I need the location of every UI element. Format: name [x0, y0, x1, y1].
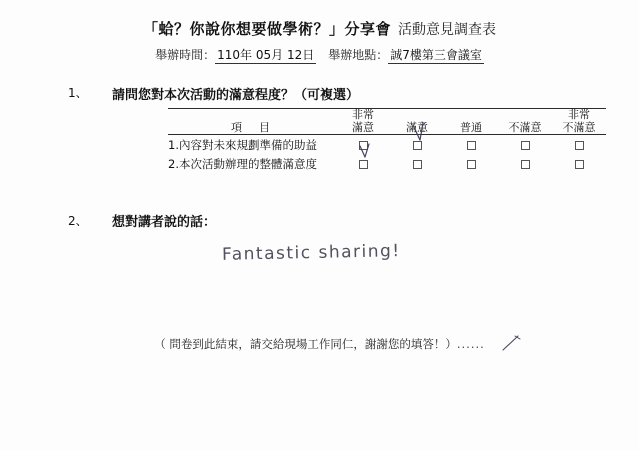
- pen-stroke-icon: [502, 334, 524, 352]
- footer-note-tail: ......: [456, 337, 485, 351]
- row-1-option-neutral[interactable]: [444, 135, 498, 155]
- question-1-number: 1、: [68, 86, 88, 100]
- row-1-label: 1.內容對未來規劃準備的助益: [168, 137, 317, 152]
- column-header-neutral: [444, 109, 498, 135]
- checkbox[interactable]: [467, 160, 476, 169]
- question-2-answer[interactable]: Fantastic sharing!: [221, 241, 401, 265]
- checkbox[interactable]: [521, 141, 530, 150]
- row-2-option-neutral[interactable]: [444, 154, 498, 173]
- checkbox[interactable]: [413, 141, 422, 150]
- column-header-satisfied-label: 滿意: [406, 120, 428, 134]
- column-header-very-satisfied: [336, 109, 390, 135]
- event-date-value: 110年 05月 12日: [217, 48, 315, 62]
- question-1-text: 請問您對本次活動的滿意程度？（可複選）: [112, 88, 360, 103]
- question-2-text: 想對講者說的話：: [112, 215, 217, 230]
- table-header-row: [168, 109, 606, 135]
- question-2-number: 2、: [68, 214, 88, 228]
- column-header-very-unsatisfied-line1: 非常: [568, 108, 590, 121]
- column-header-very-unsatisfied-line2: 不滿意: [562, 120, 596, 134]
- row-1-option-very-satisfied[interactable]: [336, 135, 390, 155]
- satisfaction-table: [168, 108, 606, 173]
- column-header-very-satisfied-line2: 滿意: [352, 120, 374, 134]
- column-header-very-satisfied-line1: 非常: [352, 108, 374, 121]
- table-row: [168, 154, 606, 173]
- row-1-option-satisfied[interactable]: [390, 135, 444, 155]
- footer-note-text: （ 問卷到此結束，請交給現場工作同仁，謝謝您的填答！）: [154, 337, 457, 351]
- checkbox[interactable]: [359, 141, 368, 150]
- checkbox[interactable]: [359, 160, 368, 169]
- row-2-label: 2.本次活動辦理的整體滿意度: [168, 156, 317, 171]
- event-meta: [0, 46, 639, 63]
- event-date-label: 舉辦時間：: [155, 48, 216, 62]
- row-1-option-very-unsatisfied[interactable]: [552, 135, 606, 155]
- title-subtitle: 活動意見調查表: [398, 22, 497, 38]
- column-header-satisfied: [390, 109, 444, 135]
- column-header-very-unsatisfied: [552, 109, 606, 135]
- column-header-unsatisfied: [498, 109, 552, 135]
- title-main: 「蛤？你說你想要做學術？」分享會: [142, 20, 391, 38]
- checkbox[interactable]: [575, 141, 584, 150]
- row-2-option-very-satisfied[interactable]: [336, 154, 390, 173]
- row-2-option-unsatisfied[interactable]: [498, 154, 552, 173]
- row-2-option-satisfied[interactable]: [390, 154, 444, 173]
- row-2-option-very-unsatisfied[interactable]: [552, 154, 606, 173]
- event-place-value: 誠7樓第三會議室: [390, 48, 482, 62]
- footer-note: [0, 336, 639, 352]
- event-place-label: 舉辦地點：: [328, 48, 389, 62]
- row-1-option-unsatisfied[interactable]: [498, 135, 552, 155]
- checkbox[interactable]: [467, 141, 476, 150]
- checkbox[interactable]: [521, 160, 530, 169]
- column-header-neutral-label: 普通: [460, 120, 482, 134]
- checkbox[interactable]: [575, 160, 584, 169]
- checkbox[interactable]: [413, 160, 422, 169]
- table-row: [168, 135, 606, 155]
- satisfaction-table-wrapper: [168, 108, 600, 173]
- page-title: [0, 18, 639, 39]
- column-header-item: 項 目: [168, 109, 336, 135]
- column-header-unsatisfied-label: 不滿意: [508, 120, 542, 134]
